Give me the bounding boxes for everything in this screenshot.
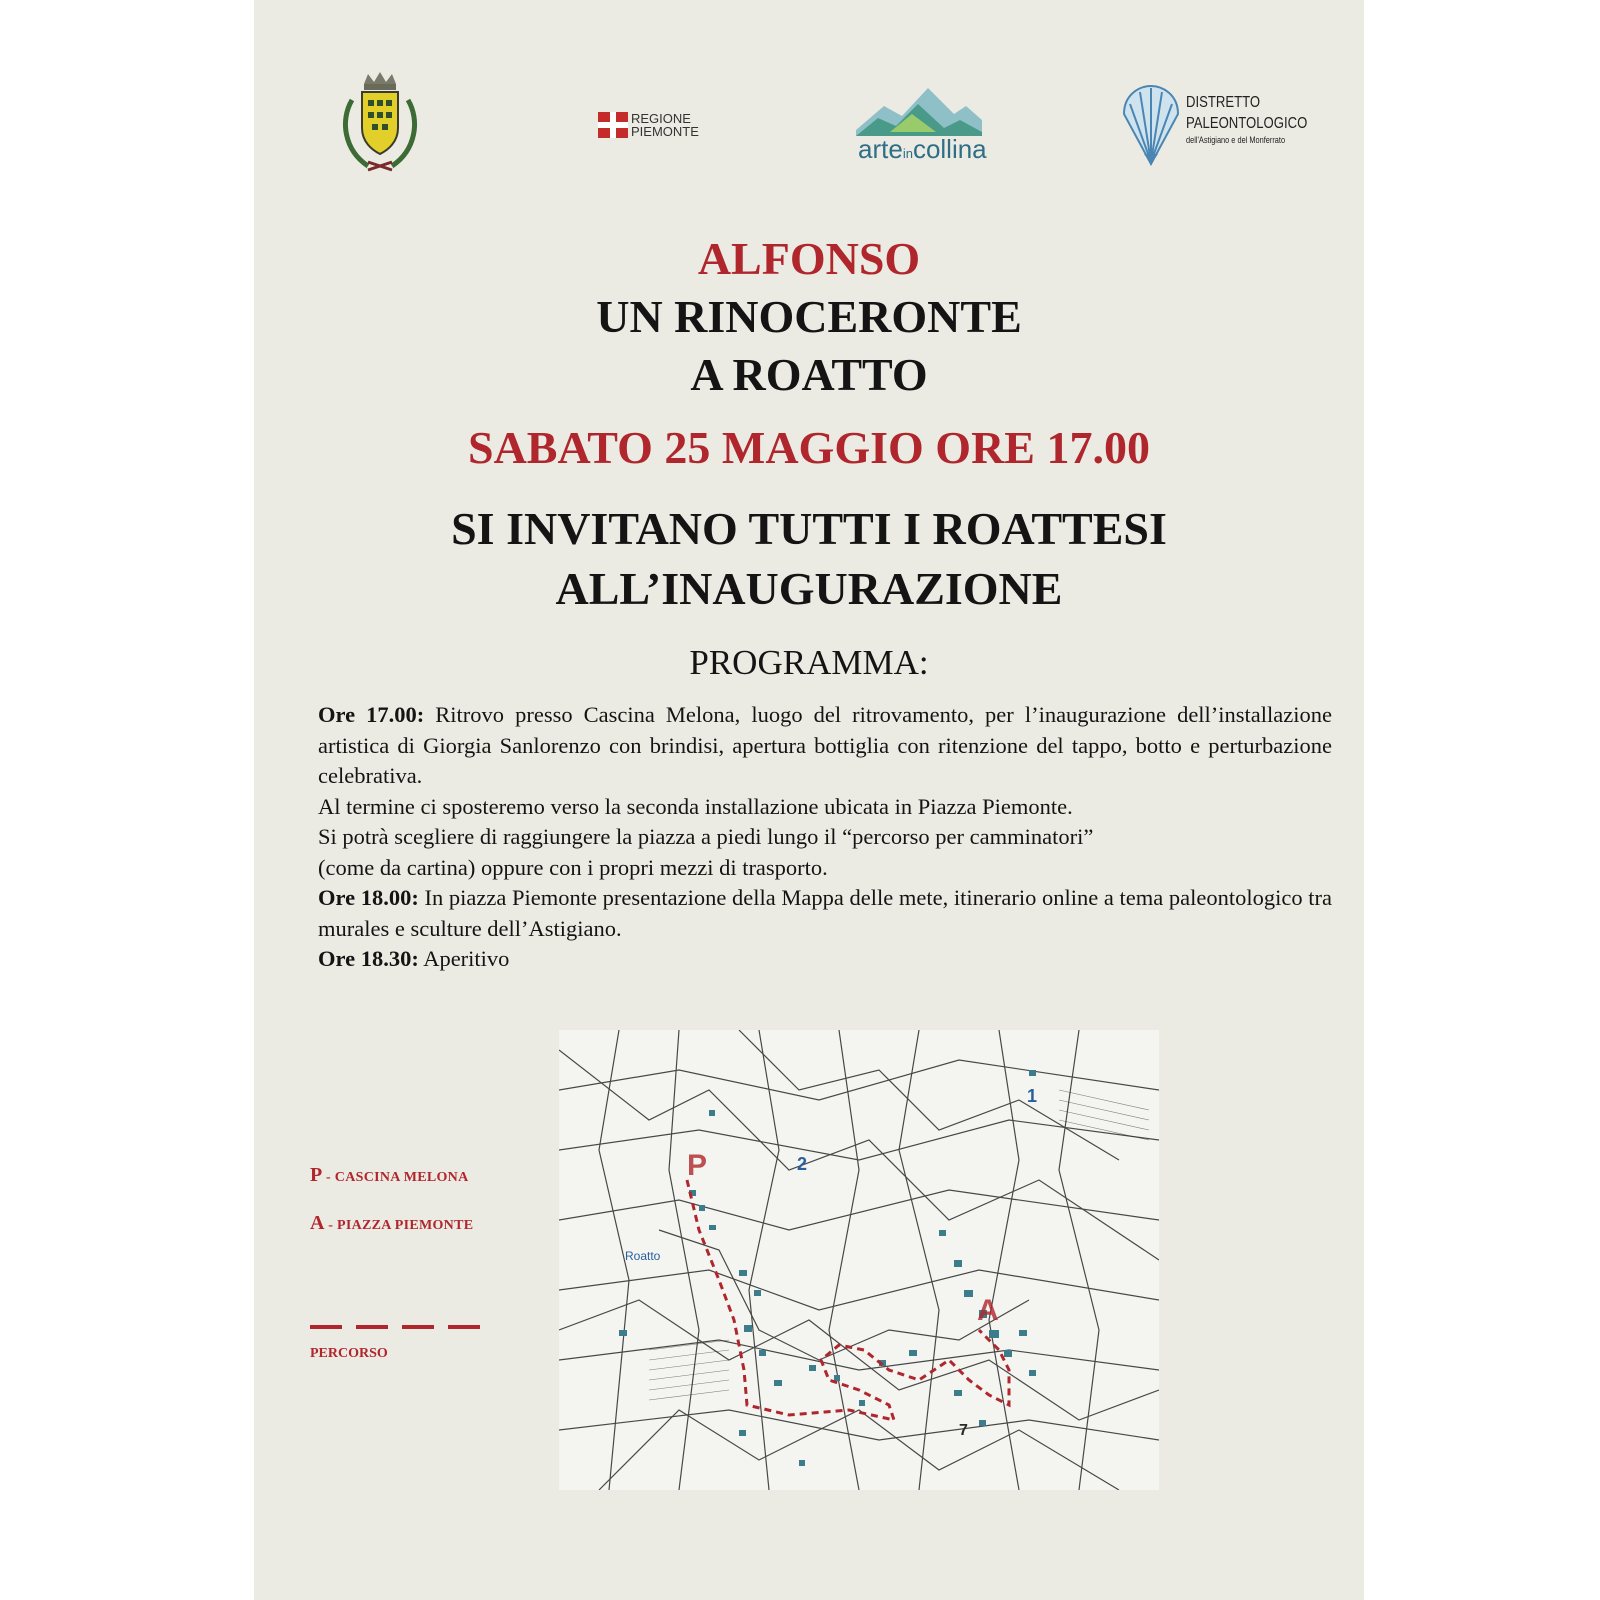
event-date: SABATO 25 MAGGIO ORE 17.00 xyxy=(468,422,1150,473)
title-rinoceronte: UN RINOCERONTE xyxy=(596,291,1022,342)
in-word: in xyxy=(902,146,913,161)
program-paragraph-3: Si potrà scegliere di raggiungere la piazza a piedi lungo il “percorso per camminatori” xyxy=(318,824,1094,849)
map-label-1: 1 xyxy=(1027,1086,1038,1106)
program-paragraph-5 xyxy=(318,883,1332,944)
paleontologico-label: PALEONTOLOGICO xyxy=(1186,115,1308,132)
program-text-1: Ritrovo presso Cascina Melona, luogo del ritrovamento, per l’inaugurazione dell’installazione artistica di Giorgia Sanlorenzo con brindisi, apertura bottiglia con ritenzione del tappo, botto e perturbazione celebrativa. xyxy=(318,702,1333,788)
time-1700: Ore 17.00: xyxy=(318,702,425,727)
collina-word: collina xyxy=(912,134,987,164)
coat-of-arms-logo xyxy=(338,70,422,174)
piemonte-label: PIEMONTE xyxy=(631,124,699,139)
program-paragraph-4: (come da cartina) oppure con i propri mezzi di trasporto. xyxy=(318,854,828,880)
time-1830: Ore 18.30: xyxy=(318,946,419,971)
legend-dashed-line xyxy=(310,1324,484,1330)
regione-flag-icon xyxy=(598,112,628,138)
distretto-paleontologico-logo xyxy=(1120,84,1310,168)
map-label-roatto: Roatto xyxy=(625,1249,661,1263)
map-label-p: P xyxy=(687,1149,708,1182)
arte-in-collina-logo xyxy=(854,80,987,180)
distretto-subtitle: dell'Astigiano e del Monferrato xyxy=(1186,135,1286,145)
invite-line-1: SI INVITANO TUTTI I ROATTESI xyxy=(451,503,1167,554)
title-alfonso: ALFONSO xyxy=(697,233,921,284)
program-paragraph-2: Al termine ci sposteremo verso la seconda installazione ubicata in Piazza Piemonte. xyxy=(318,793,1073,819)
title-roatto: A ROATTO xyxy=(690,349,928,400)
legend-p-text: - CASCINA MELONA xyxy=(322,1170,469,1185)
hills-icon xyxy=(856,80,982,136)
shell-icon xyxy=(1120,84,1182,166)
program-text-5: In piazza Piemonte presentazione della Mappa delle mete, itinerario online a tema paleontologico tra murales e sculture dell’Astigiano. xyxy=(318,885,1332,941)
legend-a xyxy=(310,1212,473,1235)
regione-piemonte-logo xyxy=(598,112,708,140)
program-text-6: Aperitivo xyxy=(418,946,510,971)
distretto-label: DISTRETTO xyxy=(1186,94,1261,111)
map-label-a: A xyxy=(977,1294,999,1327)
legend-p xyxy=(310,1164,469,1187)
programma-heading: PROGRAMMA: xyxy=(689,643,929,682)
poster xyxy=(254,0,1364,1600)
legend-p-letter: P xyxy=(310,1164,323,1186)
map-drawing xyxy=(559,1030,1159,1490)
program-text xyxy=(318,700,1332,975)
legend-a-letter: A xyxy=(310,1212,325,1234)
map-label-2: 2 xyxy=(797,1154,808,1174)
program-paragraph-6 xyxy=(318,944,1332,975)
legend-a-text: - PIAZZA PIEMONTE xyxy=(324,1218,474,1233)
arte-word: arte xyxy=(858,134,903,164)
time-1800: Ore 18.00: xyxy=(318,885,419,910)
program-paragraph-1 xyxy=(318,700,1332,792)
invite-line-2: ALL’INAUGURAZIONE xyxy=(555,563,1063,614)
map-label-7: 7 xyxy=(959,1422,968,1439)
legend-percorso: PERCORSO xyxy=(310,1346,388,1361)
regione-label: REGIONE xyxy=(631,111,691,126)
village-map xyxy=(559,1030,1159,1490)
